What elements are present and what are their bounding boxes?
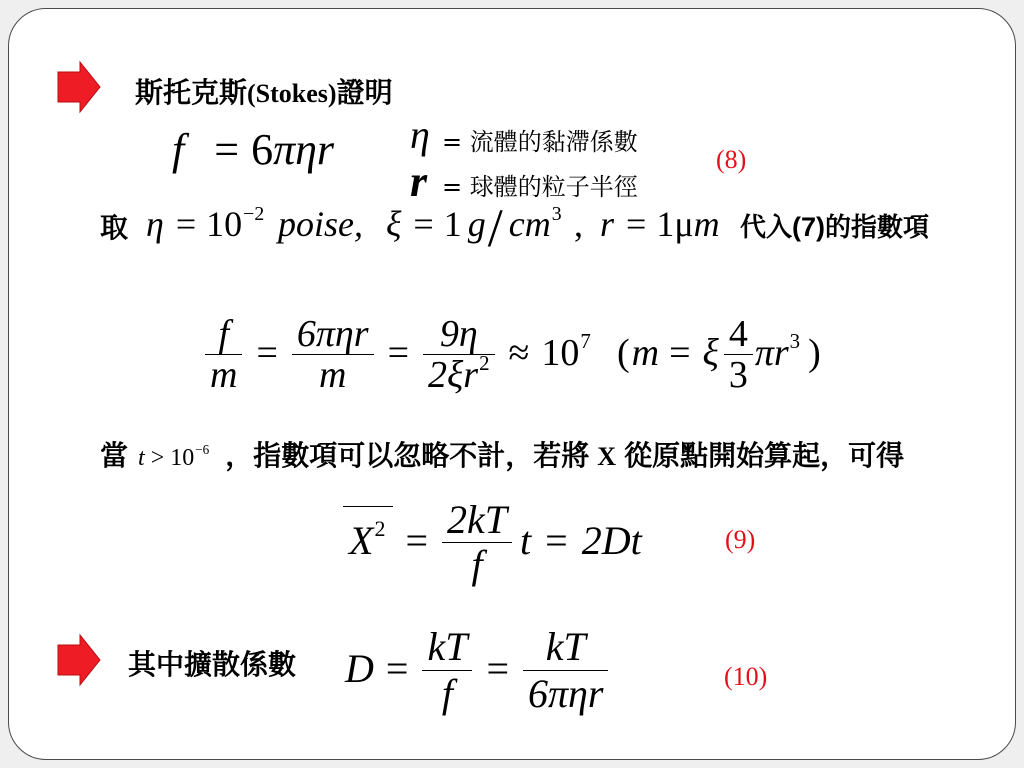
title-prefix: 斯托克斯 (135, 76, 248, 109)
mass-close-paren: ) (808, 331, 821, 374)
fraction-kt-over-f (422, 624, 472, 717)
condition-inequality (138, 442, 210, 471)
ratio-approx: ≈ (508, 331, 530, 374)
condition-greater-than: > (150, 445, 165, 471)
definition-radius-text: = 球體的粒子半徑 (442, 173, 638, 201)
given-meter: m (693, 204, 720, 244)
condition-line (100, 439, 905, 475)
given-radius-value: 1 (656, 204, 675, 244)
title-suffix: 證明 (336, 76, 393, 109)
given-suffix (740, 214, 929, 241)
eq8-force: f (172, 125, 185, 174)
given-equals-1: = (175, 204, 197, 244)
eq10-number: (10) (724, 662, 768, 691)
ratio-power (541, 328, 591, 374)
diffusion-coefficient-label: 其中擴散係數 (128, 648, 297, 681)
definition-radius (410, 157, 638, 206)
definition-eta-symbol: η (410, 112, 430, 157)
equation-8 (172, 125, 335, 174)
condition-exponent: −6 (195, 442, 210, 458)
given-gram: g (467, 204, 486, 244)
ratio-base: 10 (541, 331, 580, 374)
given-mu: μ (674, 204, 694, 244)
denominator-terms: 2ξr (428, 354, 479, 396)
given-cm: cm (508, 204, 551, 244)
given-eta-base: 10 (206, 204, 243, 244)
given-viscosity (146, 203, 265, 244)
eq9-x-exponent: 2 (374, 516, 386, 542)
eq9-number: (9) (725, 525, 756, 554)
condition-t: t (138, 445, 145, 471)
fraction-four-thirds (724, 314, 753, 395)
eq10-equals-1: = (385, 645, 409, 691)
ratio-equals-1: = (256, 331, 278, 374)
given-r: r (600, 204, 615, 244)
denominator-exponent: 2 (479, 351, 490, 376)
given-xi: ξ (386, 204, 402, 244)
fraction-numerator: 6πηr (292, 314, 374, 355)
given-eta-exponent: −2 (243, 203, 265, 226)
eq9-t: t (520, 517, 532, 563)
definition-eta (410, 112, 638, 160)
mass-pi-r: πr (754, 331, 789, 374)
eq8-coefficient: 6 (251, 125, 274, 174)
given-equals-3: = (626, 204, 647, 244)
fraction-denominator: f (441, 671, 454, 716)
fraction-kt-over-stokes (523, 624, 608, 717)
eq10-equals-2: = (486, 645, 510, 691)
fraction-denominator: 6πηr (528, 671, 604, 716)
condition-base: 10 (170, 445, 195, 471)
fraction-numerator: 2kT (442, 498, 512, 543)
condition-x: X (597, 442, 617, 471)
condition-text-a: ，指數項可以忽略不計，若將 (225, 439, 590, 472)
given-radius (600, 206, 720, 242)
mass-m: m (631, 331, 660, 374)
given-comma: , (574, 204, 583, 244)
eq8-equals: = (214, 125, 240, 174)
eq10-d: D (345, 645, 374, 691)
fraction-simplified (423, 314, 495, 395)
equation-10 (345, 624, 610, 717)
fraction-numerator: f (205, 314, 242, 355)
given-density-value: 1 (443, 204, 462, 244)
fraction-denominator: 3 (728, 354, 748, 396)
given-equals-2: = (413, 204, 434, 244)
mean-square-displacement (343, 506, 393, 561)
fraction-denominator: m (210, 354, 238, 396)
eq9-x: X (349, 518, 374, 563)
title-english: (Stokes) (247, 79, 337, 108)
mass-open-paren: ( (617, 331, 630, 374)
arrow-shape (58, 62, 100, 112)
fraction-numerator: 4 (724, 314, 753, 355)
equation-9 (343, 498, 642, 587)
given-unit-poise: poise, (278, 204, 363, 244)
fraction-f-over-m (205, 314, 242, 395)
mass-xi: ξ (702, 331, 719, 374)
eq9-equals-1: = (405, 517, 428, 563)
fraction-denominator (423, 351, 495, 396)
mass-exponent: 3 (789, 328, 801, 353)
given-eta: η (146, 204, 164, 244)
given-suffix-a: 代入 (740, 213, 793, 243)
given-suffix-ref: (7) (792, 212, 826, 242)
fraction-2kt-over-f (442, 498, 512, 587)
red-arrow-icon (56, 633, 104, 689)
ratio-exponent: 7 (580, 328, 591, 353)
slide-title (135, 76, 393, 109)
given-cm-exponent: 3 (551, 203, 562, 226)
fraction-numerator: 9η (423, 314, 495, 355)
mass-equation (617, 314, 821, 395)
condition-prefix: 當 (100, 439, 129, 472)
eq9-equals-2: = (545, 517, 568, 563)
fraction-numerator: kT (523, 624, 608, 671)
eq8-variables: πηr (273, 125, 335, 174)
ratio-equals-2: = (387, 331, 410, 374)
arrow-shape (58, 635, 100, 685)
eq9-rhs: 2Dt (581, 517, 642, 563)
condition-text-b: 從原點開始算起，可得 (624, 439, 905, 472)
red-arrow-icon (56, 60, 104, 116)
eq8-number: (8) (716, 145, 747, 174)
fraction-numerator: kT (422, 624, 472, 671)
given-density: ξ = 1 g/ $cm^3$ (386, 198, 562, 258)
fraction-denominator: f (471, 542, 483, 587)
given-suffix-b: 的指數項 (825, 213, 930, 243)
definition-eta-text: = 流體的黏滯係數 (442, 128, 638, 156)
ratio-equation (203, 314, 591, 395)
given-prefix: 取 (100, 211, 129, 244)
mass-equals: = (669, 331, 691, 374)
fraction-denominator: m (319, 354, 347, 396)
mass-volume-term (754, 328, 801, 374)
definition-radius-symbol: r (410, 157, 428, 206)
fraction-stokes-over-m (292, 314, 374, 395)
